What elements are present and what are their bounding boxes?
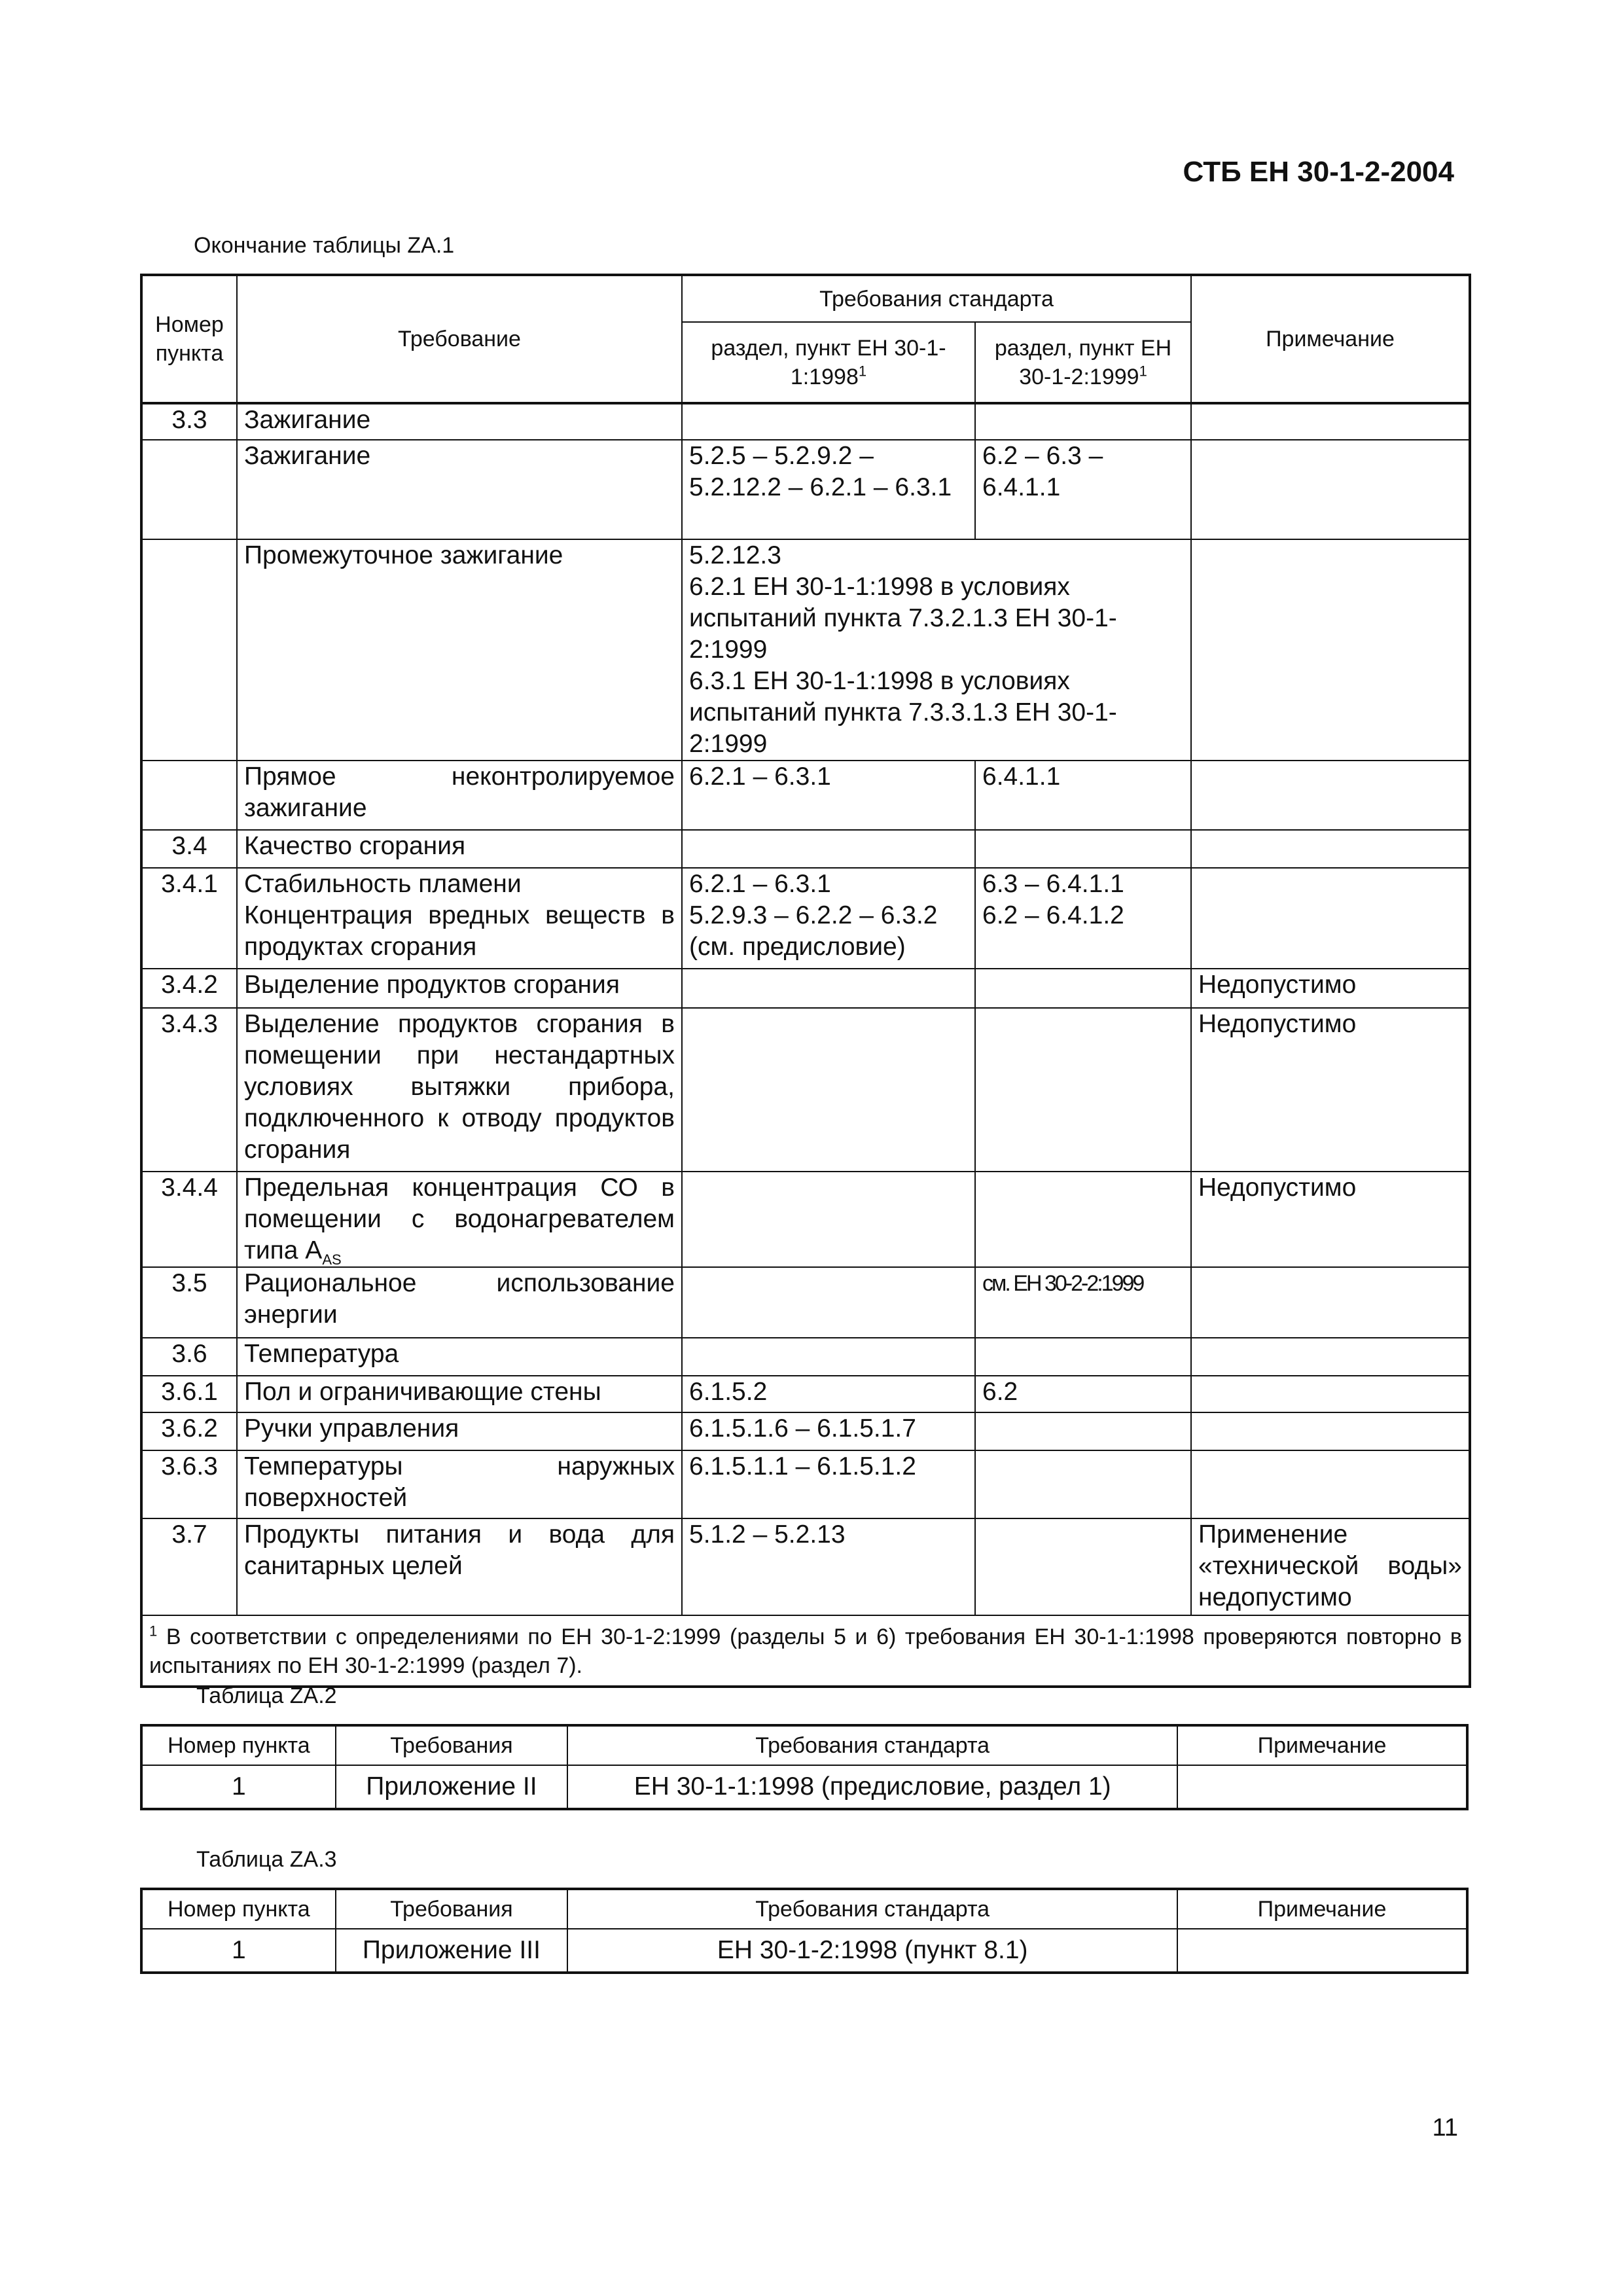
- cell-std-a: [682, 969, 975, 1008]
- cell-num: 3.4.4: [141, 1172, 237, 1267]
- cell-note: [1191, 1412, 1470, 1450]
- table-row: [141, 761, 1470, 830]
- cell-note: [1191, 1338, 1470, 1376]
- table-row: [141, 1267, 1470, 1338]
- table-row: [141, 1929, 1467, 1973]
- cell-note: [1191, 1267, 1470, 1338]
- cell-requirement: Стабильность пламени Концентрация вредных веществ в продуктах сгорания: [237, 868, 682, 969]
- cell-num: 3.6.3: [141, 1450, 237, 1518]
- document-number: СТБ ЕН 30-1-2-2004: [1183, 156, 1454, 188]
- cell-requirement: Температуры наружных поверхностей: [237, 1450, 682, 1518]
- table-row: [141, 1008, 1470, 1172]
- header-standard: Требования стандарта: [567, 1725, 1177, 1765]
- cell-note: [1177, 1929, 1467, 1973]
- cell-note: [1191, 1450, 1470, 1518]
- cell-note: Применение «технической воды» недопустимо: [1191, 1518, 1470, 1615]
- cell-std-b: [975, 1008, 1191, 1172]
- cell-requirement: Зажигание: [237, 440, 682, 539]
- header-standard-b: раздел, пункт ЕН 30-1-2:1999$^1$: [975, 322, 1191, 403]
- cell-num: 3.4: [141, 830, 237, 868]
- cell-num: 3.6.2: [141, 1412, 237, 1450]
- cell-requirement: Предельная концентрация СО в помещении с водонагревателем типа $A_{AS}$: [237, 1172, 682, 1267]
- table-row: [141, 1518, 1470, 1615]
- cell-requirement: Приложение II: [336, 1765, 568, 1809]
- cell-std-a: 5.2.5 – 5.2.9.2 – 5.2.12.2 – 6.2.1 – 6.3.1: [682, 440, 975, 539]
- cell-note: [1191, 539, 1470, 761]
- table-row: [141, 1450, 1470, 1518]
- header-requirement: Требование: [237, 275, 682, 403]
- cell-note: [1191, 868, 1470, 969]
- cell-std-b: [975, 969, 1191, 1008]
- cell-std-a: [682, 1338, 975, 1376]
- cell-std-a: 5.1.2 – 5.2.13: [682, 1518, 975, 1615]
- cell-requirement: Выделение продуктов сгорания: [237, 969, 682, 1008]
- header-standard: Требования стандарта: [682, 275, 1191, 322]
- cell-requirement: Промежуточное зажигание: [237, 539, 682, 761]
- cell-std-b: [975, 1412, 1191, 1450]
- header-requirement: Требования: [336, 1889, 568, 1929]
- table-row: [141, 1765, 1467, 1809]
- cell-requirement: Температура: [237, 1338, 682, 1376]
- cell-num: 3.3: [141, 403, 237, 440]
- header-standard-a: раздел, пункт ЕН 30-1-1:1998$^1$: [682, 322, 975, 403]
- cell-requirement: Зажигание: [237, 403, 682, 440]
- cell-std-a: 6.2.1 – 6.3.1: [682, 761, 975, 830]
- cell-note: [1191, 440, 1470, 539]
- cell-note: Недопустимо: [1191, 1008, 1470, 1172]
- cell-std-a: 6.2.1 – 6.3.1 5.2.9.3 – 6.2.2 – 6.3.2 (см. предисловие): [682, 868, 975, 969]
- header-note: Примечание: [1177, 1725, 1467, 1765]
- cell-std-b: 6.4.1.1: [975, 761, 1191, 830]
- table-za2: [140, 1724, 1469, 1810]
- cell-std-b: [975, 830, 1191, 868]
- header-standard: Требования стандарта: [567, 1889, 1177, 1929]
- header-note: Примечание: [1191, 275, 1470, 403]
- cell-num: 3.5: [141, 1267, 237, 1338]
- cell-num: 3.6.1: [141, 1376, 237, 1412]
- cell-requirement: Пол и ограничивающие стены: [237, 1376, 682, 1412]
- cell-note: Недопустимо: [1191, 969, 1470, 1008]
- header-requirement: Требования: [336, 1725, 568, 1765]
- table-row: [141, 1376, 1470, 1412]
- cell-std-b: [975, 1338, 1191, 1376]
- cell-std-b: [975, 1518, 1191, 1615]
- header-num: Номер пункта: [141, 1889, 336, 1929]
- cell-std-a: [682, 403, 975, 440]
- table-row: [141, 868, 1470, 969]
- header-note: Примечание: [1177, 1889, 1467, 1929]
- table-row: [141, 830, 1470, 868]
- cell-requirement: Рациональное использование энергии: [237, 1267, 682, 1338]
- cell-standard: ЕН 30-1-2:1998 (пункт 8.1): [567, 1929, 1177, 1973]
- table-row: [141, 1412, 1470, 1450]
- cell-standard: ЕН 30-1-1:1998 (предисловие, раздел 1): [567, 1765, 1177, 1809]
- cell-std-b: 6.2 – 6.3 – 6.4.1.1: [975, 440, 1191, 539]
- table-row: [141, 1338, 1470, 1376]
- cell-requirement: Ручки управления: [237, 1412, 682, 1450]
- cell-requirement: Выделение продуктов сгорания в помещении при нестандартных условиях вытяжки прибора, подключенного к отводу продуктов сгорания: [237, 1008, 682, 1172]
- cell-note: Недопустимо: [1191, 1172, 1470, 1267]
- cell-num: [141, 761, 237, 830]
- table3-caption: Таблица ZA.3: [196, 1847, 337, 1872]
- cell-num: [141, 440, 237, 539]
- table-row: [141, 539, 1470, 761]
- cell-num: 3.7: [141, 1518, 237, 1615]
- cell-std-merged: 5.2.12.3 6.2.1 ЕН 30-1-1:1998 в условиях испытаний пункта 7.3.2.1.3 ЕН 30-1-2:1999 6.3.1 ЕН 30-1-1:1998 в условиях испытаний пункта 7.3.3.1.3 ЕН 30-1-2:1999: [682, 539, 1191, 761]
- cell-std-b: 6.3 – 6.4.1.1 6.2 – 6.4.1.2: [975, 868, 1191, 969]
- cell-std-a: [682, 830, 975, 868]
- cell-std-a: 6.1.5.2: [682, 1376, 975, 1412]
- cell-num: 3.6: [141, 1338, 237, 1376]
- table-za1: [140, 274, 1471, 1688]
- cell-std-b: [975, 1450, 1191, 1518]
- cell-std-a: [682, 1267, 975, 1338]
- cell-note: [1191, 761, 1470, 830]
- header-num: Номер пункта: [141, 1725, 336, 1765]
- cell-std-b: [975, 1172, 1191, 1267]
- cell-std-a: [682, 1008, 975, 1172]
- footnote-row: [141, 1615, 1470, 1687]
- table-row: [141, 403, 1470, 440]
- table-row: [141, 969, 1470, 1008]
- table-row: [141, 1172, 1470, 1267]
- cell-num: 3.4.1: [141, 868, 237, 969]
- cell-requirement: Продукты питания и вода для санитарных целей: [237, 1518, 682, 1615]
- cell-requirement: Прямое неконтролируемое зажигание: [237, 761, 682, 830]
- cell-note: [1177, 1765, 1467, 1809]
- cell-note: [1191, 403, 1470, 440]
- cell-std-b: 6.2: [975, 1376, 1191, 1412]
- table1-caption: Окончание таблицы ZA.1: [194, 233, 455, 258]
- cell-num: 1: [141, 1929, 336, 1973]
- cell-std-b: [975, 403, 1191, 440]
- table-row: [141, 440, 1470, 539]
- cell-std-a: 6.1.5.1.6 – 6.1.5.1.7: [682, 1412, 975, 1450]
- cell-std-a: [682, 1172, 975, 1267]
- table2-caption: Таблица ZA.2: [196, 1683, 337, 1708]
- table-footnote: $^1$ В соответствии с определениями по ЕН 30-1-2:1999 (разделы 5 и 6) требования ЕН 30-1-1:1998 проверяются повторно в испытаниях по ЕН 30-1-2:1999 (раздел 7).: [141, 1615, 1470, 1687]
- cell-std-b: см. ЕН 30-2-2:1999: [975, 1267, 1191, 1338]
- cell-std-a: 6.1.5.1.1 – 6.1.5.1.2: [682, 1450, 975, 1518]
- cell-num: 3.4.2: [141, 969, 237, 1008]
- header-num: Номер пункта: [141, 275, 237, 403]
- cell-num: [141, 539, 237, 761]
- cell-num: 3.4.3: [141, 1008, 237, 1172]
- cell-requirement: Приложение III: [336, 1929, 568, 1973]
- cell-note: [1191, 830, 1470, 868]
- page-number: 11: [1432, 2114, 1458, 2142]
- cell-num: 1: [141, 1765, 336, 1809]
- cell-requirement: Качество сгорания: [237, 830, 682, 868]
- table-za3: [140, 1888, 1469, 1974]
- cell-note: [1191, 1376, 1470, 1412]
